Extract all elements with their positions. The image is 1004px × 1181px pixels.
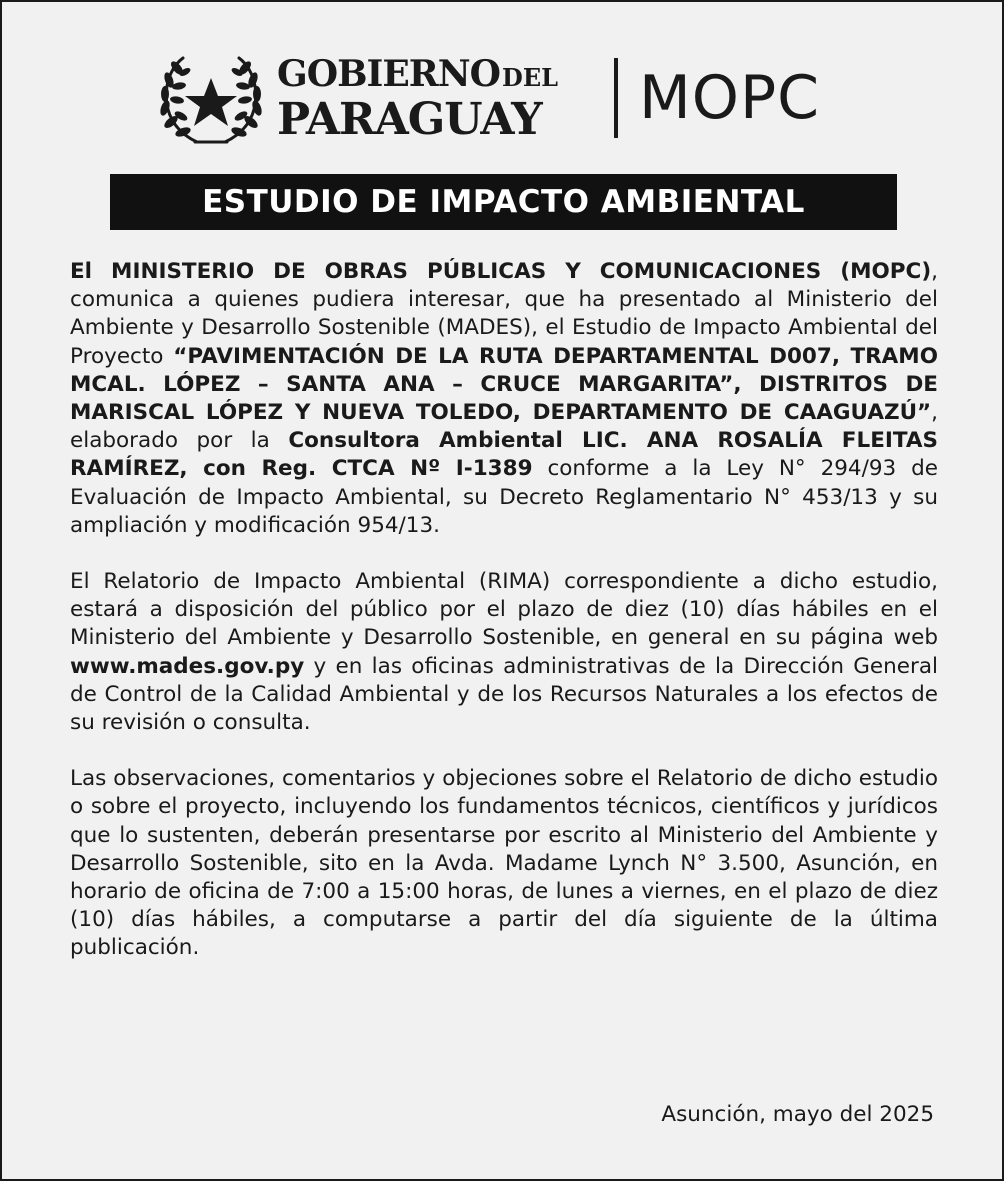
star-laurel-emblem-icon — [157, 52, 265, 148]
header — [157, 50, 857, 150]
p2-text-1: El Relatorio de Impacto Ambiental (RIMA) correspondiente a dicho estudio, estará a disposición del público por el plazo de diez (10) días hábiles en el Ministerio del Ambiente y Desarrollo Sostenible, en general en su página web — [70, 569, 938, 651]
gov-line1-del: DEL — [502, 63, 558, 92]
p1-text-3: conforme a la Ley N° 294/93 de Evaluación de Impacto Ambiental, su Decreto Reglamentario N° 453/13 y su ampliación y modificación 954/13. — [70, 456, 938, 538]
gov-line2: PARAGUAY — [277, 94, 542, 145]
header-divider — [614, 58, 618, 138]
p2-text-2: y en las oficinas administrativas de la Dirección General de Control de la Calidad Ambiental y de los Recursos Naturales a los efectos de su revisión o consulta. — [70, 653, 938, 736]
paragraph-2 — [70, 568, 938, 737]
agency-name: MOPC — [639, 63, 821, 133]
notice-body — [70, 258, 938, 991]
website-link: www.mades.gov.py — [70, 653, 305, 679]
gov-line1 — [277, 54, 597, 98]
p1-bold-2: “PAVIMENTACIÓN DE LA RUTA DEPARTAMENTAL D007, TRAMO MCAL. LÓPEZ – SANTA ANA – CRUCE MARGARITA”, DISTRITOS DE MARISCAL LÓPEZ Y NUEVA TOLEDO, DEPARTAMENTO DE CAAGUAZÚ” — [70, 343, 938, 426]
p3-text-1: Las observaciones, comentarios y objeciones sobre el Relatorio de dicho estudio o sobre el proyecto, incluyendo los fundamentos técnicos, científicos y jurídicos que lo sustenten, deberán presentarse por escrito al Ministerio del Ambiente y Desarrollo Sostenible, sito en la Avda. Madame Lynch N° 3.500, Asunción, en horario de oficina de 7:00 a 15:00 horas, de lunes a viernes, en el plazo de diez (10) días hábiles, a computarse a partir del día siguiente de la última publicación. — [70, 766, 938, 961]
gov-line1-main: GOBIERNO — [277, 53, 500, 95]
notice-title: ESTUDIO DE IMPACTO AMBIENTAL — [110, 174, 897, 230]
paragraph-3 — [70, 765, 938, 962]
paragraph-1 — [70, 258, 938, 540]
p1-bold-1: El MINISTERIO DE OBRAS PÚBLICAS Y COMUNICACIONES (MOPC) — [70, 259, 932, 284]
p1-bold-3: Consultora Ambiental LIC. ANA ROSALÍA FLEITAS RAMÍREZ, con Reg. CTCA Nº I-1389 — [70, 428, 938, 482]
place-date: Asunción, mayo del 2025 — [661, 1102, 934, 1127]
government-wordmark — [277, 53, 597, 145]
p1-text-1: , comunica a quienes pudiera interesar, que ha presentado al Ministerio del Ambiente y Desarrollo Sostenible (MADES), el Estudio de Impacto Ambiental del Proyecto — [70, 259, 938, 369]
p1-text-2: , elaborado por la — [70, 400, 938, 454]
